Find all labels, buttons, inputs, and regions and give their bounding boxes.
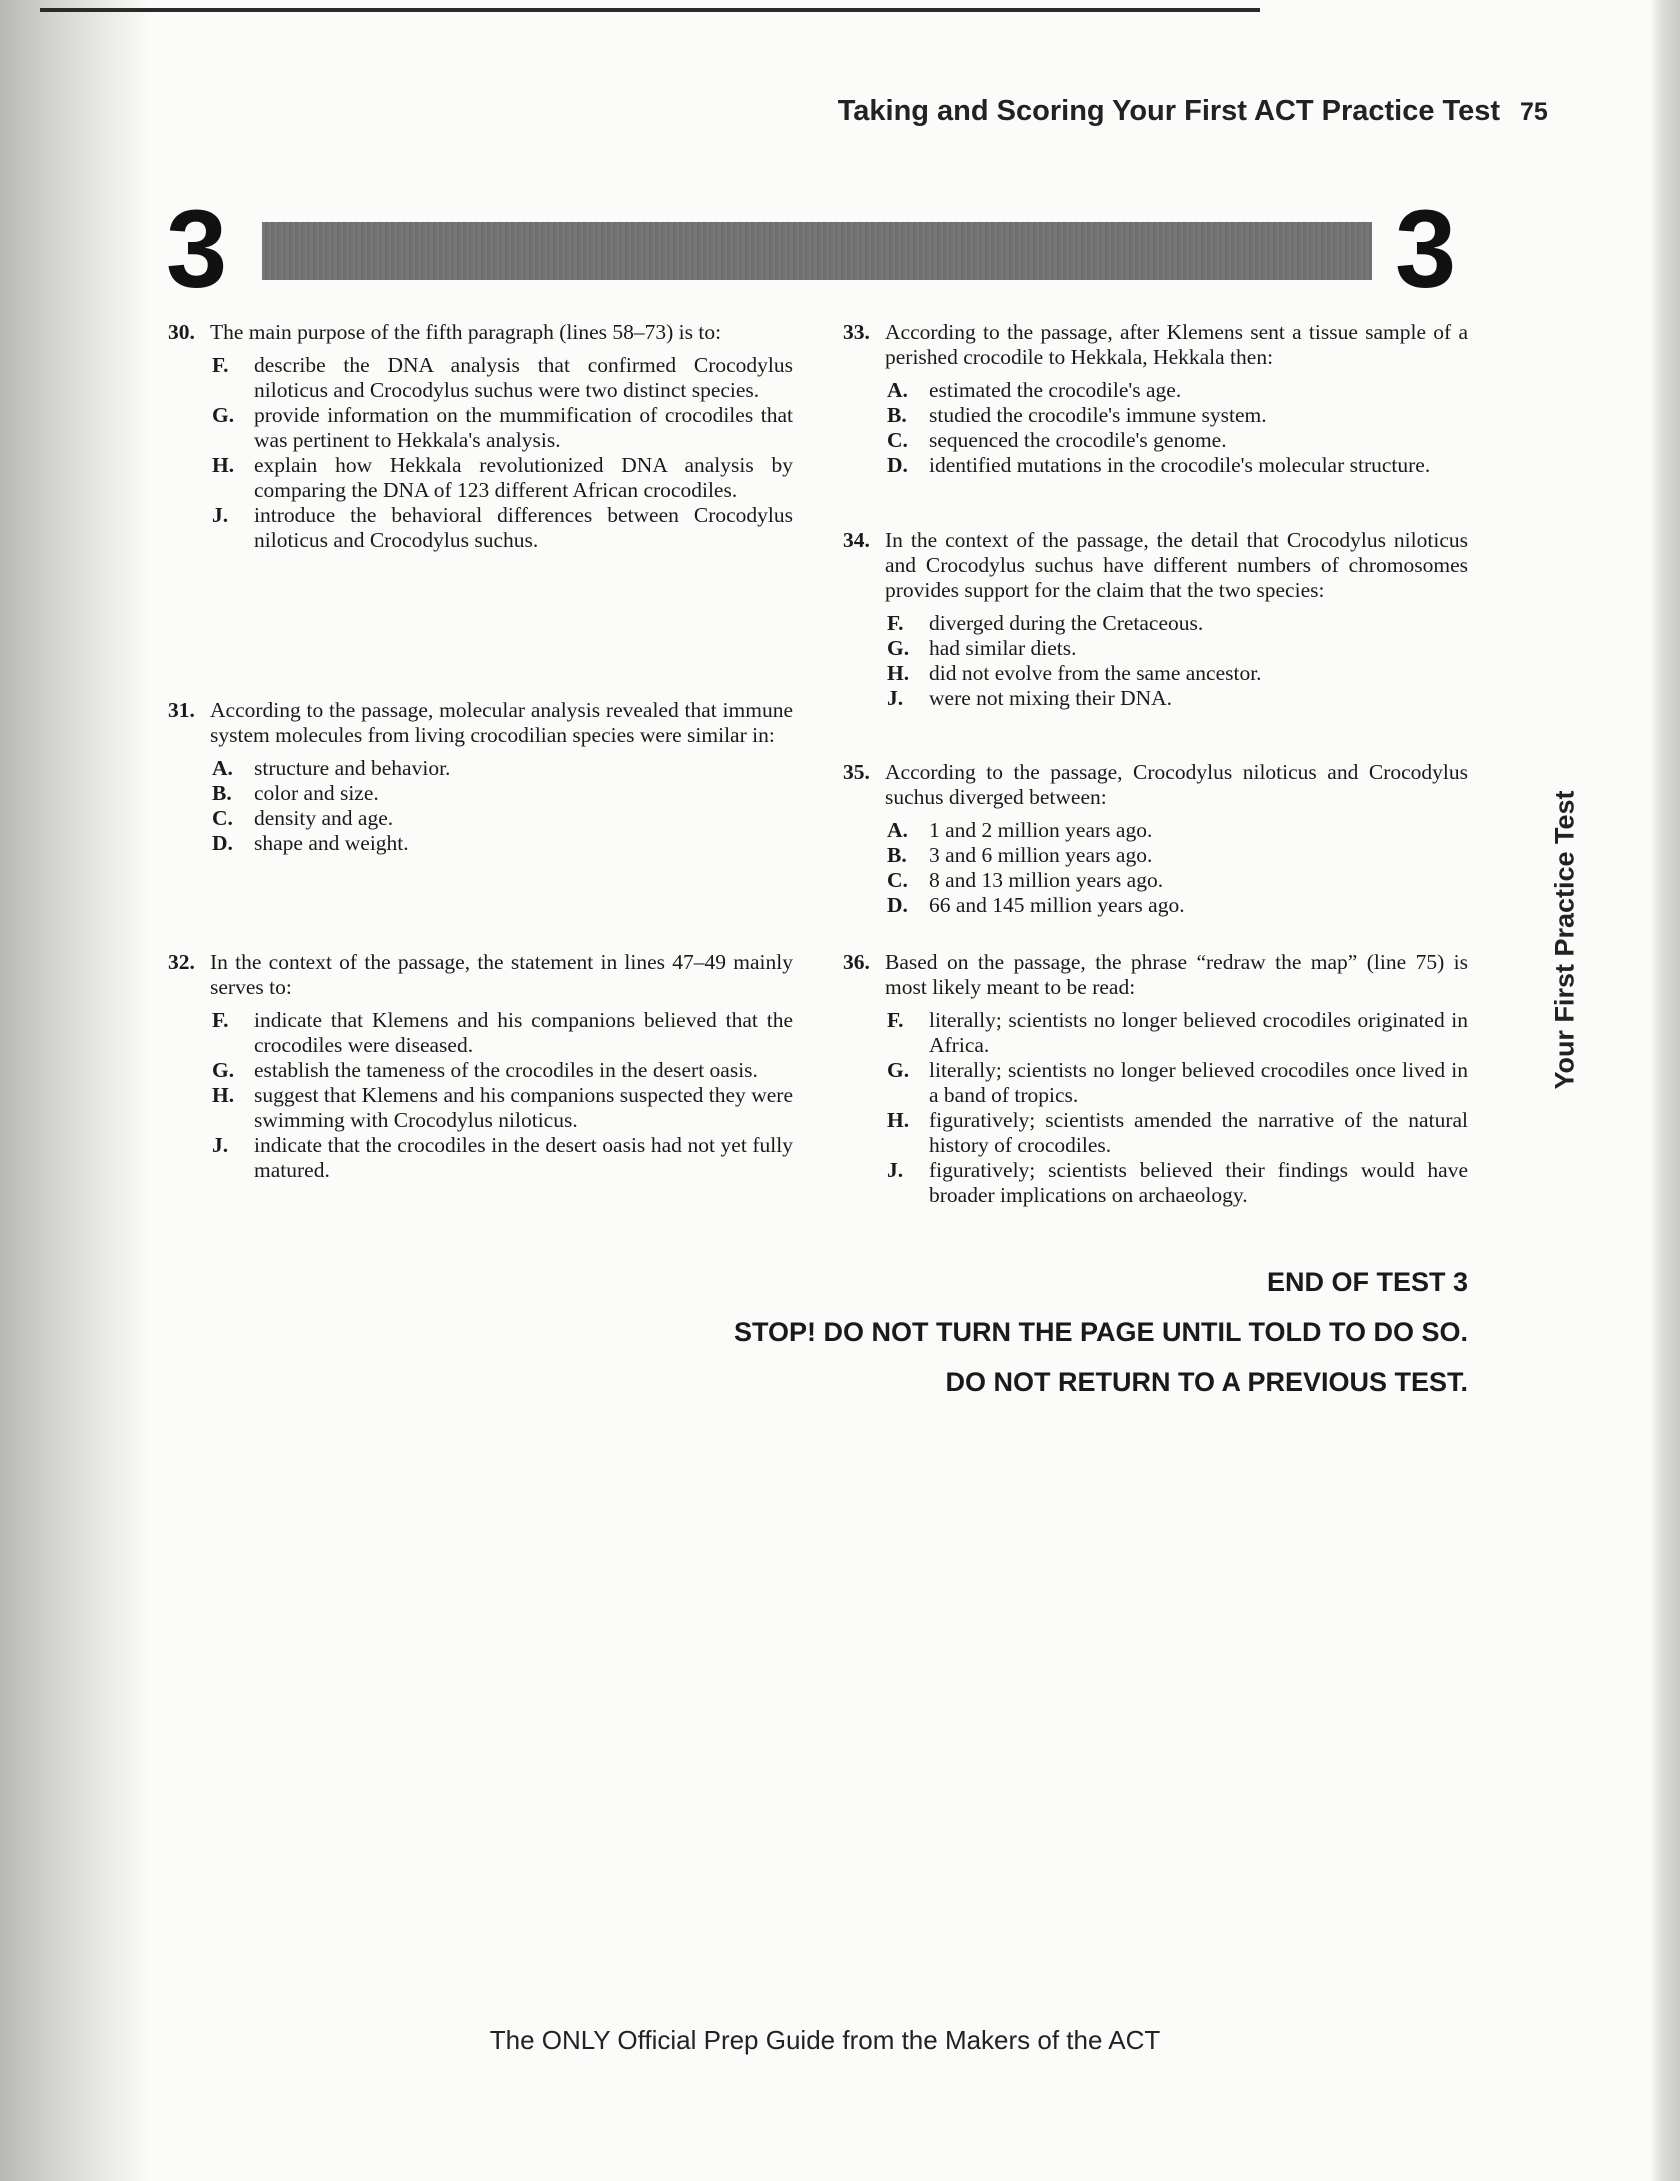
- option-letter: C.: [887, 428, 908, 452]
- answer-option[interactable]: [168, 756, 793, 781]
- option-text: estimated the crocodile's age.: [929, 378, 1182, 402]
- option-text: density and age.: [254, 806, 394, 830]
- option-letter: A.: [212, 756, 233, 780]
- answer-option[interactable]: [843, 686, 1468, 711]
- answer-option[interactable]: [843, 1008, 1468, 1058]
- question-number: 32.: [168, 950, 195, 974]
- question-stem: The main purpose of the fifth paragraph (lines 58–73) is to:: [210, 320, 722, 344]
- answer-option[interactable]: [168, 1133, 793, 1183]
- page-footer: The ONLY Official Prep Guide from the Makers of the ACT: [489, 2025, 1161, 2055]
- answer-option[interactable]: [843, 611, 1468, 636]
- do-not-return-instruction: DO NOT RETURN TO A PREVIOUS TEST.: [945, 1367, 1468, 1397]
- side-tab-text: Your First Practice Test: [1549, 790, 1580, 1090]
- answer-option[interactable]: [168, 831, 793, 856]
- answer-option[interactable]: [843, 868, 1468, 893]
- question-35: [843, 760, 1468, 918]
- section-number-left: 3: [166, 188, 228, 311]
- option-text: indicate that the crocodiles in the desert oasis had not yet fully matured.: [254, 1133, 793, 1182]
- option-letter: F.: [212, 1008, 229, 1032]
- option-text: indicate that Klemens and his companions believed that the crocodiles were diseased.: [254, 1008, 793, 1057]
- option-text: literally; scientists no longer believed crocodiles once lived in a band of tropics.: [929, 1058, 1468, 1107]
- option-letter: F.: [212, 353, 229, 377]
- question-stem: In the context of the passage, the detail that Crocodylus niloticus and Crocodylus suchus have different numbers of chromosomes provides support for the claim that the two species:: [885, 528, 1468, 602]
- option-letter: G.: [887, 636, 910, 660]
- answer-option[interactable]: [843, 403, 1468, 428]
- running-header-title: Taking and Scoring Your First ACT Practice Test: [837, 95, 1500, 127]
- question-30: [168, 320, 793, 553]
- question-stem: Based on the passage, the phrase “redraw the map” (line 75) is most likely meant to be read:: [885, 950, 1468, 999]
- answer-option[interactable]: [843, 636, 1468, 661]
- answer-option[interactable]: [843, 453, 1468, 478]
- question-33: [843, 320, 1468, 478]
- option-letter: D.: [887, 893, 908, 917]
- question-stem: According to the passage, molecular analysis revealed that immune system molecules from living crocodilian species were similar in:: [210, 698, 793, 747]
- section-banner-bar: [262, 222, 1372, 280]
- option-letter: G.: [212, 1058, 235, 1082]
- answer-option[interactable]: [168, 781, 793, 806]
- answer-option[interactable]: [168, 1083, 793, 1133]
- option-letter: F.: [887, 1008, 904, 1032]
- option-letter: H.: [887, 661, 910, 685]
- option-text: 8 and 13 million years ago.: [929, 868, 1164, 892]
- top-rule: [40, 8, 1260, 12]
- answer-option[interactable]: [168, 353, 793, 403]
- option-letter: J.: [887, 1158, 904, 1182]
- option-letter: B.: [212, 781, 232, 805]
- option-letter: A.: [887, 378, 908, 402]
- option-letter: J.: [887, 686, 904, 710]
- option-text: studied the crocodile's immune system.: [929, 403, 1267, 427]
- option-text: introduce the behavioral differences between Crocodylus niloticus and Crocodylus suchus.: [254, 503, 793, 552]
- answer-option[interactable]: [843, 661, 1468, 686]
- question-number: 35.: [843, 760, 870, 784]
- answer-option[interactable]: [168, 1008, 793, 1058]
- option-text: figuratively; scientists believed their findings would have broader implications on archaeology.: [929, 1158, 1468, 1207]
- question-number: 33.: [843, 320, 870, 344]
- option-letter: A.: [887, 818, 908, 842]
- section-number-right: 3: [1395, 188, 1457, 311]
- option-letter: D.: [887, 453, 908, 477]
- scan-shadow-right: [1650, 0, 1680, 2181]
- scan-shadow-left: [0, 0, 150, 2181]
- option-text: identified mutations in the crocodile's molecular structure.: [929, 453, 1431, 477]
- option-letter: B.: [887, 843, 907, 867]
- answer-option[interactable]: [843, 428, 1468, 453]
- option-text: 1 and 2 million years ago.: [929, 818, 1153, 842]
- question-stem: According to the passage, after Klemens sent a tissue sample of a perished crocodile to Hekkala, Hekkala then:: [885, 320, 1468, 369]
- option-letter: C.: [212, 806, 233, 830]
- option-letter: F.: [887, 611, 904, 635]
- option-text: shape and weight.: [254, 831, 409, 855]
- question-stem: According to the passage, Crocodylus niloticus and Crocodylus suchus diverged between:: [885, 760, 1468, 809]
- option-text: provide information on the mummification of crocodiles that was pertinent to Hekkala's analysis.: [254, 403, 793, 452]
- question-number: 36.: [843, 950, 870, 974]
- answer-option[interactable]: [843, 378, 1468, 403]
- answer-option[interactable]: [843, 1108, 1468, 1158]
- option-letter: D.: [212, 831, 233, 855]
- answer-option[interactable]: [843, 818, 1468, 843]
- option-text: structure and behavior.: [254, 756, 451, 780]
- option-text: 66 and 145 million years ago.: [929, 893, 1185, 917]
- option-letter: H.: [212, 1083, 235, 1107]
- option-text: 3 and 6 million years ago.: [929, 843, 1153, 867]
- answer-option[interactable]: [168, 453, 793, 503]
- option-text: suggest that Klemens and his companions suspected they were swimming with Crocodylus niloticus.: [254, 1083, 793, 1132]
- end-of-test-heading: END OF TEST 3: [1266, 1267, 1468, 1297]
- option-text: sequenced the crocodile's genome.: [929, 428, 1227, 452]
- option-text: diverged during the Cretaceous.: [929, 611, 1204, 635]
- option-letter: G.: [887, 1058, 910, 1082]
- question-number: 34.: [843, 528, 870, 552]
- page-number: 75: [1520, 98, 1548, 126]
- answer-option[interactable]: [843, 843, 1468, 868]
- option-text: explain how Hekkala revolutionized DNA analysis by comparing the DNA of 123 different African crocodiles.: [254, 453, 793, 502]
- option-letter: G.: [212, 403, 235, 427]
- option-letter: H.: [887, 1108, 910, 1132]
- option-text: were not mixing their DNA.: [929, 686, 1173, 710]
- option-text: color and size.: [254, 781, 379, 805]
- answer-option[interactable]: [843, 1058, 1468, 1108]
- option-text: had similar diets.: [929, 636, 1077, 660]
- option-letter: J.: [212, 1133, 229, 1157]
- question-number: 30.: [168, 320, 195, 344]
- answer-option[interactable]: [843, 893, 1468, 918]
- question-34: [843, 528, 1468, 711]
- option-text: literally; scientists no longer believed crocodiles originated in Africa.: [929, 1008, 1468, 1057]
- option-text: establish the tameness of the crocodiles in the desert oasis.: [254, 1058, 758, 1082]
- question-36: [843, 950, 1468, 1208]
- option-letter: B.: [887, 403, 907, 427]
- answer-option[interactable]: [168, 1058, 793, 1083]
- question-32: [168, 950, 793, 1183]
- answer-option[interactable]: [168, 806, 793, 831]
- option-letter: H.: [212, 453, 235, 477]
- question-31: [168, 698, 793, 856]
- option-letter: J.: [212, 503, 229, 527]
- answer-option[interactable]: [168, 403, 793, 453]
- option-letter: C.: [887, 868, 908, 892]
- question-stem: In the context of the passage, the statement in lines 47–49 mainly serves to:: [210, 950, 793, 999]
- stop-instruction: STOP! DO NOT TURN THE PAGE UNTIL TOLD TO DO SO.: [733, 1317, 1468, 1347]
- option-text: figuratively; scientists amended the narrative of the natural history of crocodiles.: [929, 1108, 1468, 1157]
- option-text: describe the DNA analysis that confirmed Crocodylus niloticus and Crocodylus suchus were two distinct species.: [254, 353, 793, 402]
- option-text: did not evolve from the same ancestor.: [929, 661, 1262, 685]
- answer-option[interactable]: [168, 503, 793, 553]
- answer-option[interactable]: [843, 1158, 1468, 1208]
- question-number: 31.: [168, 698, 195, 722]
